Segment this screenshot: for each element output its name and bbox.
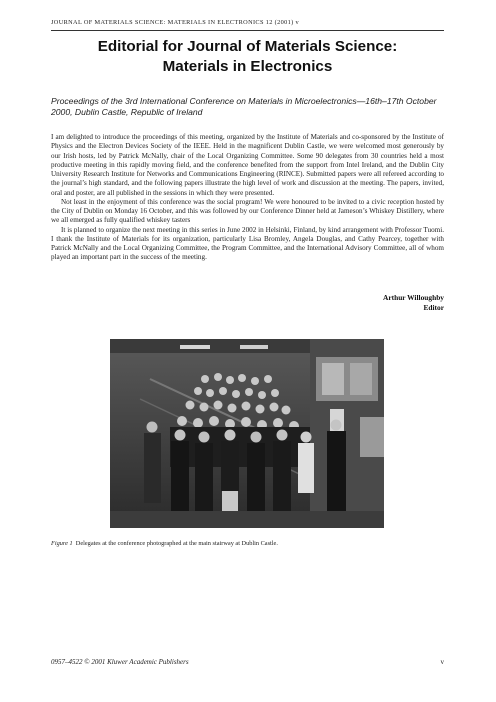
paragraph-3: It is planned to organize the next meeting in this series in June 2002 in Helsinki, Finland, by kind arrangement with Professor Tuomi. I thank the Institute of Materials for its organization, particularly Lisa Bromley, Angela Douglas, and Cathy Pearcey, together with Patrick McNally and the Local Organizing Committee, the Program Committee, and the International Advisory Committee, all of whom played an important part in the success of the meeting. bbox=[51, 225, 444, 262]
issn-copyright: 0957–4522 © 2001 Kluwer Academic Publishers bbox=[51, 658, 189, 666]
running-head: JOURNAL OF MATERIALS SCIENCE: MATERIALS IN ELECTRONICS 12 (2001) v bbox=[51, 19, 299, 26]
title-line-1: Editorial for Journal of Materials Science: bbox=[97, 38, 398, 55]
figure-caption bbox=[51, 540, 444, 547]
title-line-2: Materials in Electronics bbox=[162, 58, 333, 75]
article-title bbox=[51, 37, 444, 77]
figure-caption-text: Delegates at the conference photographed at the main stairway at Dublin Castle. bbox=[75, 540, 278, 547]
group-photo bbox=[110, 339, 384, 528]
paragraph-2: Not least in the enjoyment of this conference was the social program! We were honoured to be invited to a civic reception hosted by the City of Dublin on Monday 16 October, and this was followed by our Conference Dinner held at Jameson’s Whiskey Distillery, where we all emerged as fully qualified whiskey tasters bbox=[51, 197, 444, 225]
group-photo-image bbox=[110, 339, 384, 528]
article-subtitle: Proceedings of the 3rd International Conference on Materials in Microelectronics—16th–17th October 2000, Dublin Castle, Republic of Ireland bbox=[51, 96, 437, 117]
signature bbox=[383, 293, 444, 313]
article-body bbox=[51, 133, 444, 263]
signature-name: Arthur Willoughby bbox=[383, 293, 444, 302]
signature-role: Editor bbox=[423, 303, 444, 312]
figure-label: Figure 1 bbox=[51, 540, 73, 547]
header-rule bbox=[51, 30, 444, 31]
paragraph-1: I am delighted to introduce the proceedings of this meeting, organized by the Institute of Materials and co-sponsored by the Institute of Physics and the Electron Devices Society of the IEEE. Held in the magnificent Dublin Castle, we were welcomed most generously by our Irish hosts, led by Patrick McNally, chair of the Local Organizing Committee. Some 90 delegates from 30 countries held a most productive meeting in this rapidly moving field, and the conference benefited from the support from Intel Ireland, and the Dublin City University Research Institute for Networks and Communications Engineering (RINCE). Submitted papers were all refereed according to the journal’s high standard, and the following papers illustrate the high level of work and discussion at the meeting. The papers, invited, oral and poster, are all published in the sessions in which they were presented. bbox=[51, 133, 444, 197]
page-number: v bbox=[440, 658, 444, 666]
page-footer bbox=[51, 658, 444, 666]
